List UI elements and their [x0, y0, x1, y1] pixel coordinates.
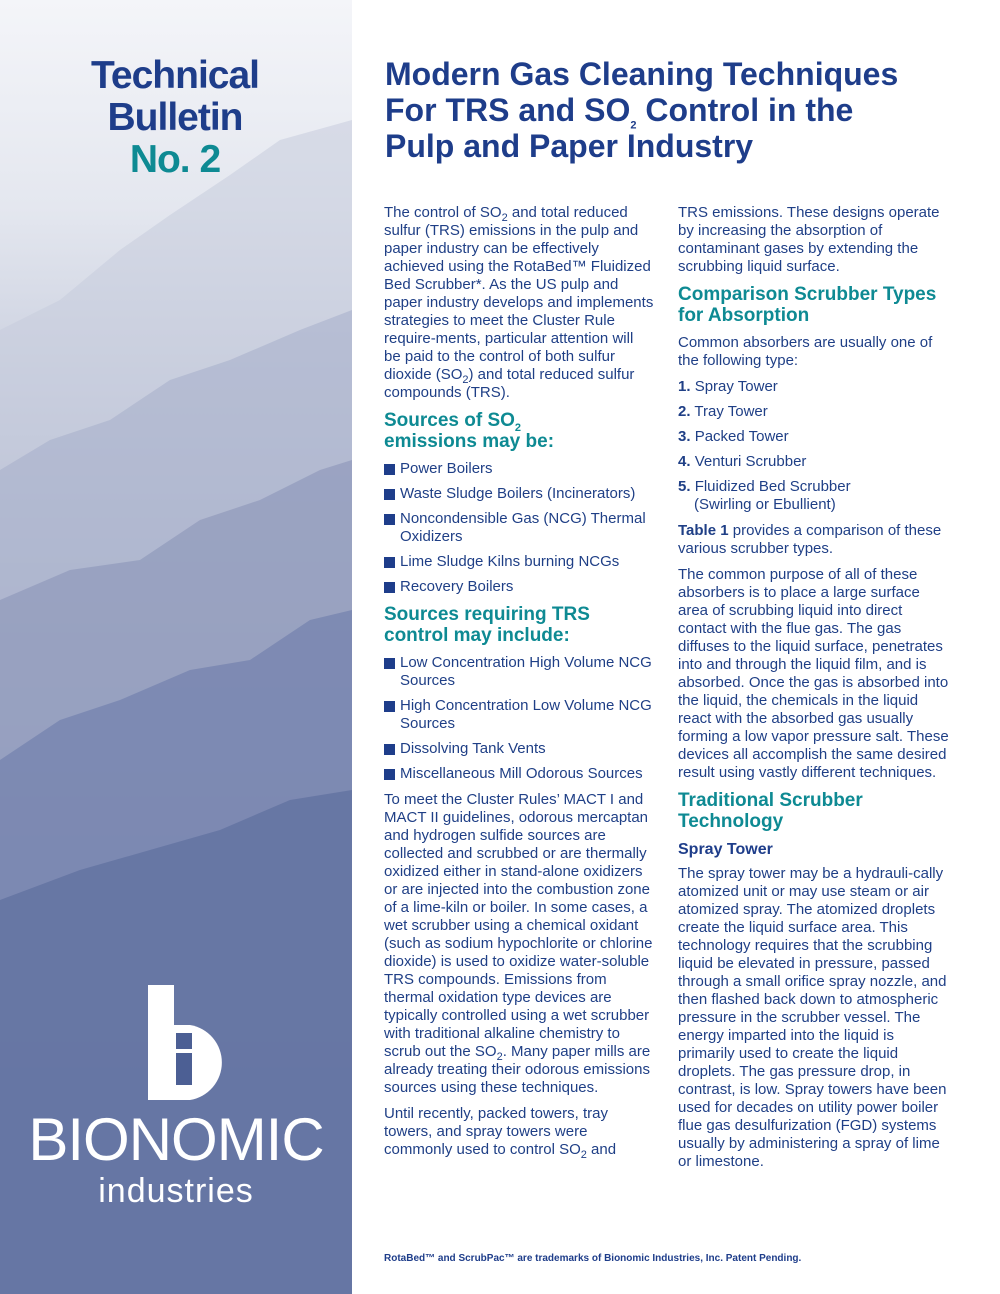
- purpose-paragraph: The common purpose of all of these absorbers is to place a large surface area of scrubbing liquid into direct contact with the flue gas. The gas diffuses to the liquid surface, penetrates into and through the liquid film, and is absorbed. Once the gas is absorbed into the liquid, the chemicals in the liquid react with the absorbed gas usually forming a low vapor pressure salt. These devices all accomplish the same desired result using vastly different techniques.: [678, 566, 949, 781]
- list-item: [384, 553, 654, 571]
- heading-so2-a: Sources of SO: [384, 410, 515, 431]
- list-item-text: Fluidized Bed Scrubber: [694, 478, 851, 495]
- square-bullet-icon: [384, 557, 395, 568]
- list-item-text: High Concentration Low Volume NCG Sources: [400, 697, 652, 732]
- cluster-sub: 2: [496, 1051, 503, 1063]
- list-item: [678, 428, 953, 446]
- square-bullet-icon: [384, 744, 395, 755]
- list-item: [384, 765, 654, 783]
- intro-sub1: 2: [501, 212, 508, 224]
- list-item-text: Venturi Scrubber: [694, 453, 807, 470]
- list-item-text: Power Boilers: [400, 460, 493, 477]
- company-logo-name: BIONOMIC: [28, 1106, 324, 1173]
- list-number: 3.: [678, 428, 691, 445]
- heading-comparison: Comparison Scrubber Types for Absorption: [678, 284, 937, 326]
- company-logo-subtitle: industries: [98, 1172, 254, 1210]
- title-line2-a: For TRS and SO: [385, 92, 631, 128]
- heading-spray-tower: Spray Tower: [678, 841, 773, 858]
- list-number: 2.: [678, 403, 691, 420]
- heading-so2-sub: 2: [514, 421, 522, 434]
- list-number: 4.: [678, 453, 691, 470]
- spray-tower-paragraph: The spray tower may be a hydrauli-cally atomized unit or may use steam or air atomized spray. The atomized droplets create the liquid surface area. This technology requires that the scrubbing liquid be elevated in pressure, passed through a small orifice spray nozzle, and then flashed back down to atmospheric pressure in the scrubber vessel. The energy imparted into the liquid is primarily used to create the liquid droplets. The gas pressure drop, in contrast, is low. Spray towers have been used for decades on utility power boiler flue gas desulfurization (FGD) systems usually by administering a spray of lime or limestone.: [678, 865, 947, 1170]
- intro-sub2: 2: [462, 374, 469, 386]
- list-item-text: Spray Tower: [694, 378, 778, 395]
- list-item: [384, 740, 654, 758]
- list-item: [384, 510, 654, 546]
- intro-text-a: The control of SO: [384, 204, 502, 221]
- bulletin-number: No. 2: [129, 138, 221, 181]
- heading-traditional: Traditional Scrubber Technology: [678, 790, 863, 832]
- heading-trs-sources: Sources requiring TRS control may include:: [384, 604, 590, 646]
- bulletin-title-line1: Technical: [90, 54, 259, 97]
- bionomic-logo-icon: [140, 985, 230, 1100]
- list-item: [678, 378, 953, 396]
- list-item: [384, 460, 654, 478]
- square-bullet-icon: [384, 464, 395, 475]
- list-item: [678, 478, 953, 514]
- column-right: [678, 204, 953, 1179]
- list-item-text: Waste Sludge Boilers (Incinerators): [400, 485, 636, 502]
- list-item: [678, 453, 953, 471]
- cluster-text-b: . Many paper mills are already treating their odorous emissions sources using these techniques.: [384, 1043, 651, 1096]
- square-bullet-icon: [384, 582, 395, 593]
- title-line2-b: Control in the: [636, 92, 854, 128]
- sidebar: [0, 0, 352, 1294]
- bulletin-title-line2: Bulletin: [107, 96, 243, 139]
- square-bullet-icon: [384, 658, 395, 669]
- until-recently-paragraph: [384, 1105, 654, 1159]
- cluster-text-a: To meet the Cluster Rules’ MACT I and MACT II guidelines, odorous mercaptan and hydrogen sulfide sources are collected and scrubbed or are thermally oxidized either in stand-alone oxidizers or are injected into the combustion zone of a lime-kiln or boiler. In some cases, a wet scrubber using a chemical oxidant (such as sodium hypochlorite or chlorine dioxide) is used to oxidize water-soluble TRS compounds. Emissions from thermal oxidation type devices are typically controlled using a wet scrubber with traditional alkaline chemistry to scrub out the SO: [384, 791, 653, 1060]
- list-item-text: Noncondensible Gas (NCG) Thermal Oxidizers: [400, 510, 646, 545]
- list-item-continuation: (Swirling or Ebullient): [694, 496, 836, 513]
- list-item: [384, 697, 654, 733]
- page-title: [385, 56, 985, 164]
- table-reference-paragraph: [678, 522, 953, 558]
- continued-paragraph: TRS emissions. These designs operate by increasing the absorption of contaminant gases by extending the scrubbing liquid surface.: [678, 204, 940, 275]
- title-line1: Modern Gas Cleaning Techniques: [385, 56, 899, 92]
- square-bullet-icon: [384, 489, 395, 500]
- square-bullet-icon: [384, 769, 395, 780]
- heading-so2-sources: [384, 410, 654, 452]
- list-number: 5.: [678, 478, 691, 495]
- table-reference-text: provides a comparison of these various scrubber types.: [678, 522, 942, 557]
- list-item-text: Lime Sludge Kilns burning NCGs: [400, 553, 620, 570]
- trs-sources-list: [384, 654, 654, 783]
- heading-so2-b: emissions may be:: [384, 431, 555, 452]
- list-item-text: Low Concentration High Volume NCG Sources: [400, 654, 652, 689]
- recent-text-b: and: [586, 1141, 617, 1158]
- scrubber-types-list: [678, 378, 953, 514]
- list-item-text: Packed Tower: [694, 428, 789, 445]
- so2-sources-list: [384, 460, 654, 596]
- title-line3: Pulp and Paper Industry: [385, 128, 754, 164]
- list-number: 1.: [678, 378, 691, 395]
- square-bullet-icon: [384, 514, 395, 525]
- list-item: [678, 403, 953, 421]
- intro-paragraph: [384, 204, 654, 402]
- intro-text-b: and total reduced sulfur (TRS) emissions in the pulp and paper industry can be effectively achieved using the RotaBed™ Fluidized Bed Scrubber*. As the US pulp and paper industry develops and implements strategies to meet the Cluster Rule require-ments, particular attention will be paid to the control of both sulfur dioxide (SO: [384, 204, 654, 383]
- intro-text-c: ) and total reduced sulfur compounds (TRS).: [384, 366, 635, 401]
- recent-text-a: Until recently, packed towers, tray towers, and spray towers were commonly used to control SO: [384, 1105, 608, 1158]
- square-bullet-icon: [384, 701, 395, 712]
- column-left: [384, 204, 654, 1167]
- list-item-text: Recovery Boilers: [400, 578, 514, 595]
- table-reference-link: Table 1: [678, 522, 729, 539]
- list-item-text: Miscellaneous Mill Odorous Sources: [400, 765, 643, 782]
- list-item: [384, 485, 654, 503]
- recent-sub: 2: [580, 1149, 587, 1161]
- trademark-footer: RotaBed™ and ScrubPac™ are trademarks of Bionomic Industries, Inc. Patent Pending.: [384, 1253, 802, 1264]
- list-item-text: Dissolving Tank Vents: [400, 740, 546, 757]
- title-line2-sub: 2: [630, 119, 637, 132]
- cluster-rule-paragraph: [384, 791, 654, 1097]
- comparison-intro: Common absorbers are usually one of the following type:: [678, 334, 933, 369]
- list-item: [384, 654, 654, 690]
- list-item: [384, 578, 654, 596]
- list-item-text: Tray Tower: [694, 403, 768, 420]
